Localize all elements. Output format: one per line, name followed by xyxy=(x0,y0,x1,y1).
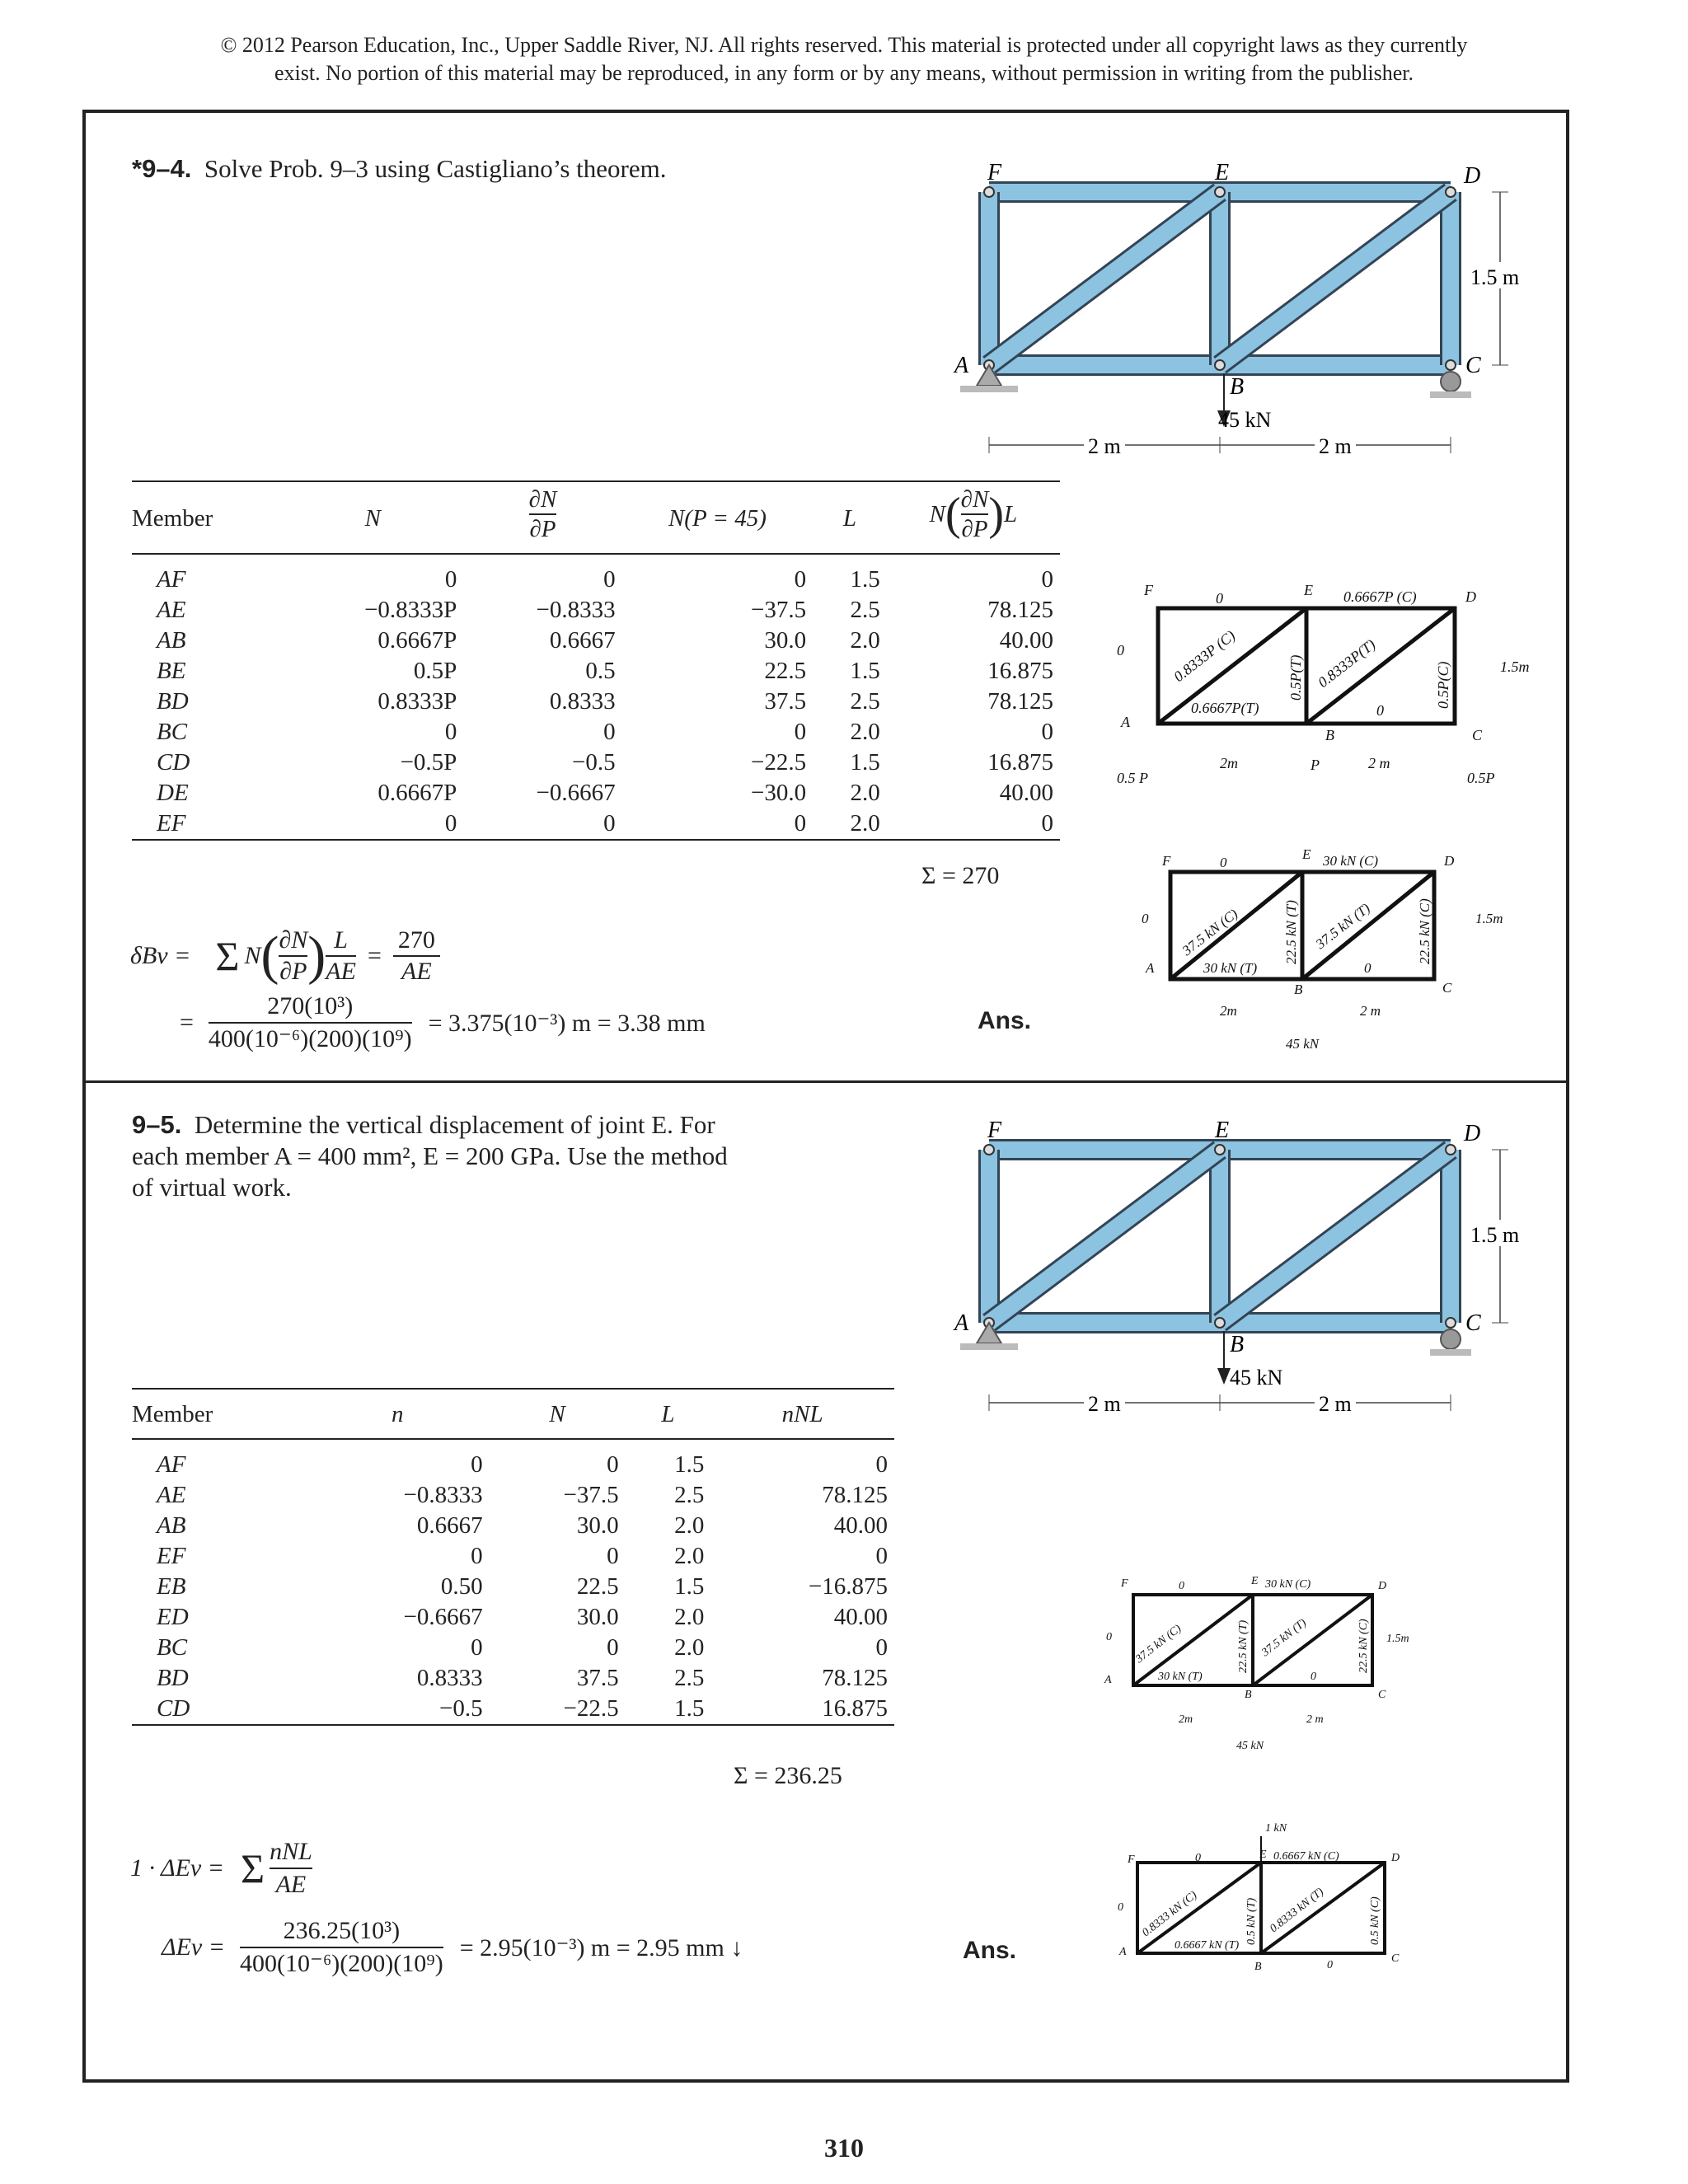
value-cell: 0 xyxy=(444,566,457,593)
sketch-9-4-real xyxy=(1129,841,1508,1071)
value-cell: 0 xyxy=(603,566,616,593)
member-cell: CD xyxy=(157,749,190,776)
member-cell: EF xyxy=(157,1543,186,1569)
sketch-label-D: D xyxy=(1465,588,1476,605)
sketch-force-AB: 0.6667P(T) xyxy=(1191,700,1259,716)
sketch-span-2: 2 m xyxy=(1360,1003,1381,1019)
member-cell: BD xyxy=(157,1665,189,1691)
value-cell: 40.00 xyxy=(833,1512,888,1539)
table-row xyxy=(132,1541,894,1572)
value-cell: 0 xyxy=(471,1634,483,1661)
col-L: L xyxy=(661,1401,675,1427)
member-cell: BC xyxy=(157,1634,188,1661)
sketch-load: 45 kN xyxy=(1286,1036,1320,1052)
sketch-load-B: P xyxy=(1311,757,1320,773)
truss-figure-9-4 xyxy=(940,155,1533,468)
label-D: D xyxy=(1464,1121,1481,1146)
value-cell: 0.5P xyxy=(413,658,457,684)
sketch-9-4-virtual xyxy=(1113,577,1530,808)
sketch-force-BD: 37.5 kN (T) xyxy=(1312,900,1373,953)
member-cell: ED xyxy=(157,1604,189,1630)
label-C: C xyxy=(1465,1310,1481,1336)
member-cell: AF xyxy=(157,1451,186,1478)
value-cell: 0 xyxy=(603,719,616,745)
sketch-reaction-C: 0.5P xyxy=(1467,770,1495,786)
label-span-2: 2 m xyxy=(1319,1392,1352,1416)
sketch-force-AE: 0.8333P (C) xyxy=(1170,626,1239,686)
sketch-9-5-virtual xyxy=(1113,1813,1426,1986)
value-cell: 0.8333P xyxy=(377,688,457,715)
sketch-force-FE: 0 xyxy=(1179,1580,1184,1592)
sketch-span-1: 2m xyxy=(1220,1003,1237,1019)
sketch-9-5-real xyxy=(1088,1566,1418,1764)
sketch-label-F: F xyxy=(1128,1854,1135,1866)
table-row xyxy=(132,1663,894,1694)
sketch-label-A: A xyxy=(1121,714,1130,730)
sketch-force-DC: 22.5 kN (C) xyxy=(1357,1619,1370,1673)
value-cell: −16.875 xyxy=(808,1573,888,1600)
ground-a xyxy=(960,386,1018,392)
member-cell: DE xyxy=(157,780,189,806)
label-F: F xyxy=(987,160,1002,185)
truss-figure-9-5 xyxy=(940,1113,1533,1426)
value-cell: 78.125 xyxy=(987,597,1053,623)
col-N-P45: N(P = 45) xyxy=(668,504,767,532)
value-cell: 0 xyxy=(1041,566,1053,593)
value-cell: 30.0 xyxy=(576,1512,619,1539)
sketch-label-E: E xyxy=(1259,1849,1267,1861)
value-cell: −0.8333P xyxy=(364,597,457,623)
table-row xyxy=(132,1694,894,1725)
value-cell: −0.5 xyxy=(572,749,616,776)
value-cell: −37.5 xyxy=(751,597,807,623)
value-cell: −0.5P xyxy=(400,749,457,776)
sketch-label-B: B xyxy=(1325,727,1334,743)
value-cell: 37.5 xyxy=(764,688,807,715)
value-cell: 0.6667P xyxy=(377,780,457,806)
sketch-force-ED: 30 kN (C) xyxy=(1323,853,1379,869)
problem-9-5-ans: Ans. xyxy=(963,1937,1017,1964)
value-cell: 0 xyxy=(444,810,457,837)
sketch-force-AB: 30 kN (T) xyxy=(1203,960,1258,976)
sketch-force-ED: 30 kN (C) xyxy=(1265,1578,1311,1591)
problem-9-4-title: *9–4. Solve Prob. 9–3 using Castigliano’s theorem. xyxy=(132,154,667,183)
sketch-label-D: D xyxy=(1378,1580,1387,1592)
problem-9-4-equation-1: δBv = Σ N ( ∂N ∂P ) $\frac{L}{AE}$ = $\frac{270}{AE}$ xyxy=(130,915,440,997)
sketch-label-A: A xyxy=(1119,1946,1127,1958)
value-cell: −0.6667 xyxy=(536,780,616,806)
sketch-load: 45 kN xyxy=(1236,1740,1264,1752)
label-E: E xyxy=(1215,160,1230,185)
label-B: B xyxy=(1230,374,1245,400)
sketch-force-AE: 37.5 kN (C) xyxy=(1179,906,1241,959)
member-cell: AE xyxy=(157,597,186,623)
value-cell: 2.0 xyxy=(850,627,880,654)
value-cell: 0 xyxy=(444,719,457,745)
value-cell: −22.5 xyxy=(751,749,807,776)
value-cell: 0.5 xyxy=(585,658,616,684)
ground-a xyxy=(960,1343,1018,1350)
value-cell: 30.0 xyxy=(764,627,807,654)
sketch-force-DC: 22.5 kN (C) xyxy=(1417,898,1432,964)
sketch-force-BC: 0 xyxy=(1364,960,1372,976)
value-cell: 0.6667 xyxy=(416,1512,483,1539)
problem-divider xyxy=(82,1080,1569,1083)
problem-9-5-table xyxy=(132,1388,894,1726)
table-row xyxy=(132,1633,894,1663)
sketch-force-AF: 0 xyxy=(1142,911,1149,926)
table-row xyxy=(132,717,1060,748)
value-cell: 40.00 xyxy=(999,780,1053,806)
label-height: 1.5 m xyxy=(1470,265,1520,289)
value-cell: 1.5 xyxy=(850,749,880,776)
member-cell: AF xyxy=(157,566,186,593)
value-cell: 40.00 xyxy=(999,627,1053,654)
problem-9-5-sum: Σ = 236.25 xyxy=(734,1762,842,1789)
problem-9-4-table xyxy=(132,480,1060,841)
value-cell: 1.5 xyxy=(850,566,880,593)
sketch-label-A: A xyxy=(1146,960,1155,976)
ground-c xyxy=(1430,1349,1471,1356)
value-cell: −0.8333 xyxy=(403,1482,483,1508)
sketch-height: 1.5m xyxy=(1475,911,1503,926)
problem-9-4-table-body xyxy=(132,554,1060,840)
value-cell: 22.5 xyxy=(764,658,807,684)
value-cell: 2.0 xyxy=(674,1604,705,1630)
value-cell: 2.0 xyxy=(674,1512,705,1539)
table-row xyxy=(132,1602,894,1633)
col-nNL: nNL xyxy=(781,1401,823,1427)
value-cell: 0.8333 xyxy=(416,1665,483,1691)
value-cell: 2.0 xyxy=(674,1543,705,1569)
col-dNdP: $\frac{\partial N}{\partial P}$ xyxy=(528,486,557,542)
value-cell: 0 xyxy=(875,1451,888,1478)
table-row xyxy=(132,626,1060,656)
label-E: E xyxy=(1215,1118,1230,1143)
problem-9-5-title: 9–5. Determine the vertical displacement of joint E. For each member A = 400 mm², E = 200 GPa. Use the method of virtual work. xyxy=(132,1110,728,1202)
sketch-span-2: 2 m xyxy=(1306,1713,1324,1726)
truss-members xyxy=(989,1150,1451,1323)
sketch-force-BC: 0 xyxy=(1327,1959,1333,1971)
value-cell: 2.0 xyxy=(850,810,880,837)
table-row xyxy=(132,1511,894,1541)
sketch-force-EB: 0.5P(T) xyxy=(1287,654,1304,701)
value-cell: 0 xyxy=(875,1543,888,1569)
sketch-label-C: C xyxy=(1391,1952,1400,1965)
value-cell: 78.125 xyxy=(822,1482,888,1508)
value-cell: 0.6667P xyxy=(377,627,457,654)
sketch-label-B: B xyxy=(1294,982,1303,997)
sketch-force-BD: 37.5 kN (T) xyxy=(1259,1616,1310,1660)
copyright-notice: © 2012 Pearson Education, Inc., Upper Saddle River, NJ. All rights reserved. This material is protected under all copyright laws as they currently exist. No portion of this material may be reproduced, in any form or by any means, without permission in writing from the publisher. xyxy=(220,33,1468,85)
col-N: N xyxy=(364,504,381,532)
value-cell: 78.125 xyxy=(822,1665,888,1691)
sketch-force-AE: 0.8333 kN (C) xyxy=(1140,1889,1200,1940)
value-cell: 78.125 xyxy=(987,688,1053,715)
sketch-label-A: A xyxy=(1104,1674,1112,1686)
value-cell: 0 xyxy=(794,566,807,593)
col-N: N xyxy=(549,1401,565,1427)
value-cell: 0 xyxy=(607,1634,619,1661)
label-load: 45 kN xyxy=(1230,1366,1283,1390)
value-cell: 1.5 xyxy=(674,1573,705,1600)
member-cell: AB xyxy=(157,627,186,654)
problem-9-5-table-body xyxy=(132,1439,894,1725)
member-cell: BC xyxy=(157,719,188,745)
sketch-force-BC: 0 xyxy=(1376,702,1384,719)
value-cell: 0 xyxy=(607,1543,619,1569)
col-L: L xyxy=(842,504,857,532)
sketch-force-ED: 0.6667P (C) xyxy=(1343,588,1417,605)
sketch-label-F: F xyxy=(1144,582,1153,598)
table-row xyxy=(132,1480,894,1511)
roller-support xyxy=(1441,372,1461,391)
problem-9-4-sum: Σ = 270 xyxy=(921,862,1000,889)
sketch-force-AB: 30 kN (T) xyxy=(1158,1671,1203,1683)
table-row xyxy=(132,595,1060,626)
sketch-label-E: E xyxy=(1251,1575,1259,1587)
load-arrowhead xyxy=(1217,1368,1231,1385)
value-cell: −0.8333 xyxy=(536,597,616,623)
label-span-1: 2 m xyxy=(1088,1392,1121,1416)
label-D: D xyxy=(1464,163,1481,189)
value-cell: 16.875 xyxy=(822,1695,888,1722)
value-cell: 16.875 xyxy=(987,658,1053,684)
table-row xyxy=(132,778,1060,808)
sketch-label-D: D xyxy=(1444,853,1455,869)
problem-9-5-equation-2: ΔEv = $\frac{\text{236.25(10³)}}{\text{400(10⁻⁶)(200)(10⁹)}}$ = 2.95(10⁻³) m = 2.95 mm ↓ xyxy=(162,1917,743,1977)
sketch-height: 1.5m xyxy=(1500,658,1530,675)
sketch-force-AB: 0.6667 kN (T) xyxy=(1175,1939,1240,1952)
sketch-label-C: C xyxy=(1472,727,1483,743)
problem-9-4-ans: Ans. xyxy=(978,1007,1032,1034)
member-cell: AE xyxy=(157,1482,186,1508)
sketch-force-AF: 0 xyxy=(1106,1631,1112,1643)
value-cell: 0 xyxy=(1041,810,1053,837)
sketch-force-BC: 0 xyxy=(1311,1671,1316,1683)
value-cell: 0.8333 xyxy=(549,688,616,715)
value-cell: −30.0 xyxy=(751,780,807,806)
sketch-label-B: B xyxy=(1254,1961,1262,1973)
sketch-force-DC: 0.5P(C) xyxy=(1435,661,1451,709)
sketch-label-C: C xyxy=(1442,980,1452,996)
sketch-force-FE: 0 xyxy=(1220,855,1227,870)
sketch-force-AE: 37.5 kN (C) xyxy=(1133,1622,1184,1666)
value-cell: 0 xyxy=(1041,719,1053,745)
value-cell: 2.5 xyxy=(850,597,880,623)
value-cell: −22.5 xyxy=(563,1695,619,1722)
value-cell: −0.6667 xyxy=(403,1604,483,1630)
table-row xyxy=(132,748,1060,778)
col-n: n xyxy=(392,1401,404,1427)
roller-support xyxy=(1441,1329,1461,1349)
sketch-force-AF: 0 xyxy=(1118,1901,1123,1914)
sketch-span-1: 2m xyxy=(1179,1713,1193,1726)
sketch-force-AF: 0 xyxy=(1117,642,1124,658)
value-cell: −0.5 xyxy=(438,1695,483,1722)
table-row xyxy=(132,1572,894,1602)
value-cell: 0.50 xyxy=(440,1573,483,1600)
member-cell: EB xyxy=(157,1573,186,1600)
member-cell: BE xyxy=(157,658,186,684)
value-cell: 2.5 xyxy=(674,1482,705,1508)
label-F: F xyxy=(987,1118,1002,1143)
value-cell: 0.6667 xyxy=(549,627,616,654)
value-cell: 2.0 xyxy=(674,1634,705,1661)
member-cell: CD xyxy=(157,1695,190,1722)
page-number: 310 xyxy=(824,2133,864,2163)
sketch-reaction-A: 0.5 P xyxy=(1117,770,1148,786)
sketch-label-D: D xyxy=(1391,1852,1400,1864)
problem-9-5-equation-1: 1 · ΔEv = Σ nNL AE xyxy=(130,1838,312,1898)
value-cell: 2.0 xyxy=(850,780,880,806)
member-cell: AB xyxy=(157,1512,186,1539)
table-row xyxy=(132,808,1060,840)
value-cell: 2.5 xyxy=(850,688,880,715)
value-cell: 0 xyxy=(794,810,807,837)
sketch-label-C: C xyxy=(1378,1689,1386,1701)
label-span-2: 2 m xyxy=(1319,434,1352,458)
sketch-label-E: E xyxy=(1304,582,1313,598)
sketch-label-F: F xyxy=(1162,853,1171,869)
sketch-force-FE: 0 xyxy=(1195,1852,1201,1864)
label-B: B xyxy=(1230,1332,1245,1357)
col-member: Member xyxy=(132,504,213,532)
member-cell: EF xyxy=(157,810,186,837)
table-row xyxy=(132,1439,894,1480)
sketch-force-BD: 0.8333P(T) xyxy=(1315,635,1379,691)
value-cell: 16.875 xyxy=(987,749,1053,776)
col-product: N ( ∂N ∂P ) L xyxy=(929,486,1018,542)
value-cell: 1.5 xyxy=(674,1451,705,1478)
ground-c xyxy=(1430,391,1471,398)
value-cell: 0 xyxy=(607,1451,619,1478)
sketch-force-FE: 0 xyxy=(1216,590,1223,607)
value-cell: 0 xyxy=(471,1451,483,1478)
sketch-label-F: F xyxy=(1121,1577,1128,1590)
sketch-span-1: 2m xyxy=(1220,755,1238,771)
value-cell: 1.5 xyxy=(850,658,880,684)
table-row xyxy=(132,554,1060,595)
value-cell: 30.0 xyxy=(576,1604,619,1630)
problem-9-4-equation-2: = $\frac{\text{270(10³)}}{\text{400(10⁻⁶)(200)(10⁹)}}$ = 3.375(10⁻³) m = 3.38 mm xyxy=(180,992,706,1052)
value-cell: 37.5 xyxy=(576,1665,619,1691)
label-A: A xyxy=(954,353,969,378)
sketch-force-EB: 0.5 kN (T) xyxy=(1245,1897,1258,1945)
sketch-force-EB: 22.5 kN (T) xyxy=(1283,900,1299,964)
sketch-height: 1.5m xyxy=(1386,1633,1409,1645)
sketch-span-2: 2 m xyxy=(1368,755,1390,771)
value-cell: 40.00 xyxy=(833,1604,888,1630)
value-cell: 0 xyxy=(603,810,616,837)
value-cell: 1.5 xyxy=(674,1695,705,1722)
label-height: 1.5 m xyxy=(1470,1223,1520,1247)
value-cell: −37.5 xyxy=(563,1482,619,1508)
value-cell: 0 xyxy=(471,1543,483,1569)
label-load: 45 kN xyxy=(1218,408,1272,432)
sketch-force-BD: 0.8333 kN (T) xyxy=(1268,1886,1327,1936)
table-row xyxy=(132,656,1060,687)
value-cell: 2.0 xyxy=(850,719,880,745)
label-C: C xyxy=(1465,353,1481,378)
member-cell: BD xyxy=(157,688,189,715)
sketch-force-ED: 0.6667 kN (C) xyxy=(1273,1850,1339,1863)
truss-members xyxy=(989,192,1451,365)
col-member: Member xyxy=(132,1401,213,1427)
value-cell: 22.5 xyxy=(576,1573,619,1600)
value-cell: 0 xyxy=(794,719,807,745)
label-A: A xyxy=(954,1310,969,1336)
label-span-1: 2 m xyxy=(1088,434,1121,458)
sketch-label-B: B xyxy=(1245,1689,1252,1701)
value-cell: 2.5 xyxy=(674,1665,705,1691)
table-row xyxy=(132,687,1060,717)
sketch-force-DC: 0.5 kN (C) xyxy=(1369,1896,1381,1945)
sketch-load: 1 kN xyxy=(1265,1822,1287,1835)
value-cell: 0 xyxy=(875,1634,888,1661)
sketch-label-E: E xyxy=(1302,846,1311,862)
sketch-force-EB: 22.5 kN (T) xyxy=(1237,1619,1250,1673)
